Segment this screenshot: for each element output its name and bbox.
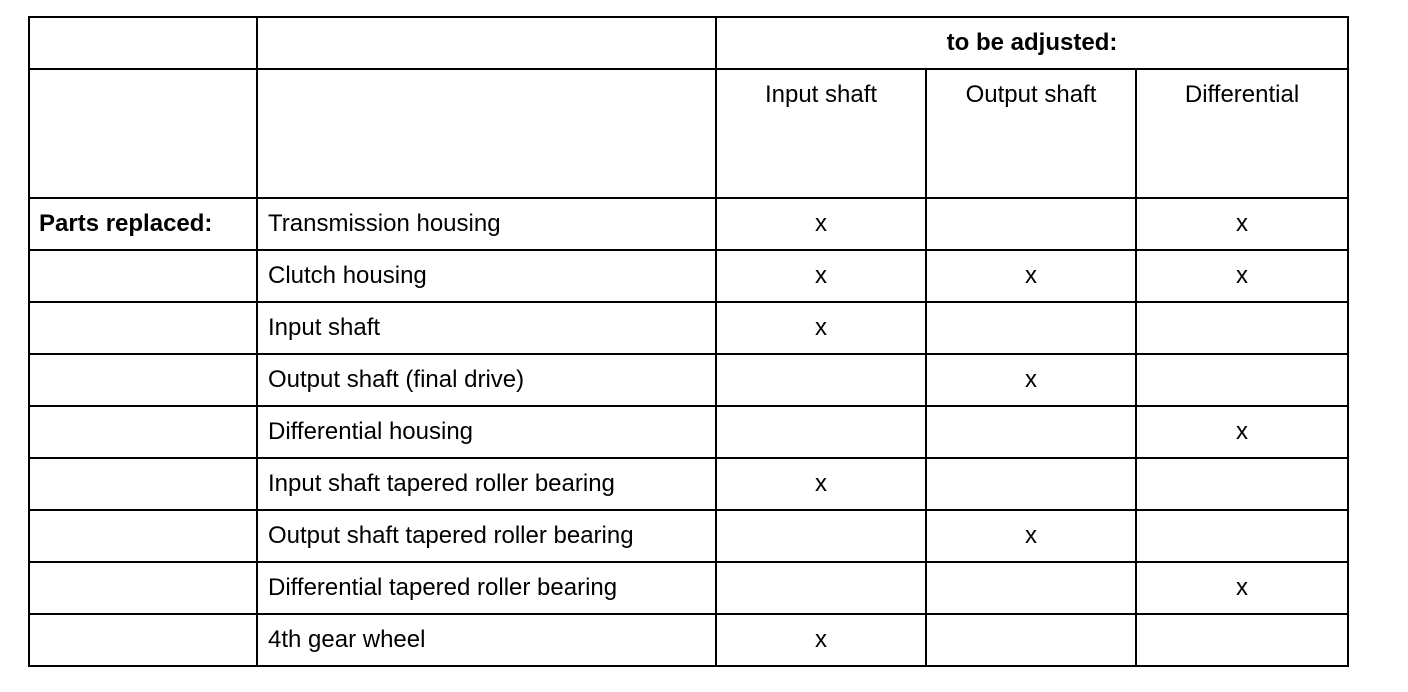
part-name: Input shaft (257, 302, 716, 354)
part-name: Differential housing (257, 406, 716, 458)
part-name: Input shaft tapered roller bearing (257, 458, 716, 510)
mark-differential: x (1136, 198, 1348, 250)
mark-output-shaft (926, 198, 1136, 250)
adjustment-table (28, 16, 1349, 667)
table-row (29, 302, 1348, 354)
mark-differential (1136, 354, 1348, 406)
mark-output-shaft (926, 302, 1136, 354)
mark-output-shaft (926, 614, 1136, 666)
group-title: to be adjusted: (716, 17, 1348, 69)
mark-differential (1136, 458, 1348, 510)
mark-differential: x (1136, 250, 1348, 302)
table-row (29, 458, 1348, 510)
empty-cell (257, 69, 716, 198)
mark-input-shaft: x (716, 250, 926, 302)
part-name: Output shaft (final drive) (257, 354, 716, 406)
empty-cell (29, 562, 257, 614)
mark-differential (1136, 510, 1348, 562)
mark-input-shaft: x (716, 614, 926, 666)
empty-cell (29, 354, 257, 406)
mark-input-shaft: x (716, 458, 926, 510)
empty-cell (29, 302, 257, 354)
column-header-differential: Differential (1136, 69, 1348, 198)
mark-differential (1136, 614, 1348, 666)
part-name: 4th gear wheel (257, 614, 716, 666)
empty-cell (29, 458, 257, 510)
empty-cell (29, 614, 257, 666)
mark-output-shaft: x (926, 354, 1136, 406)
mark-output-shaft (926, 562, 1136, 614)
part-name: Differential tapered roller bearing (257, 562, 716, 614)
empty-cell (29, 510, 257, 562)
mark-input-shaft (716, 562, 926, 614)
mark-differential (1136, 302, 1348, 354)
table-row (29, 250, 1348, 302)
header-row-group (29, 17, 1348, 69)
mark-input-shaft (716, 354, 926, 406)
header-row-columns (29, 69, 1348, 198)
empty-cell (29, 17, 257, 69)
mark-input-shaft: x (716, 198, 926, 250)
row-label: Parts replaced: (29, 198, 257, 250)
mark-differential: x (1136, 562, 1348, 614)
empty-cell (257, 17, 716, 69)
table-row (29, 614, 1348, 666)
column-header-input-shaft: Input shaft (716, 69, 926, 198)
table-row (29, 562, 1348, 614)
part-name: Transmission housing (257, 198, 716, 250)
mark-output-shaft (926, 406, 1136, 458)
part-name: Output shaft tapered roller bearing (257, 510, 716, 562)
empty-cell (29, 406, 257, 458)
mark-differential: x (1136, 406, 1348, 458)
column-header-output-shaft: Output shaft (926, 69, 1136, 198)
table-row (29, 354, 1348, 406)
empty-cell (29, 250, 257, 302)
table-row (29, 198, 1348, 250)
table-row (29, 510, 1348, 562)
part-name: Clutch housing (257, 250, 716, 302)
mark-input-shaft (716, 406, 926, 458)
mark-output-shaft: x (926, 510, 1136, 562)
mark-input-shaft (716, 510, 926, 562)
mark-output-shaft (926, 458, 1136, 510)
mark-output-shaft: x (926, 250, 1136, 302)
mark-input-shaft: x (716, 302, 926, 354)
table-row (29, 406, 1348, 458)
empty-cell (29, 69, 257, 198)
